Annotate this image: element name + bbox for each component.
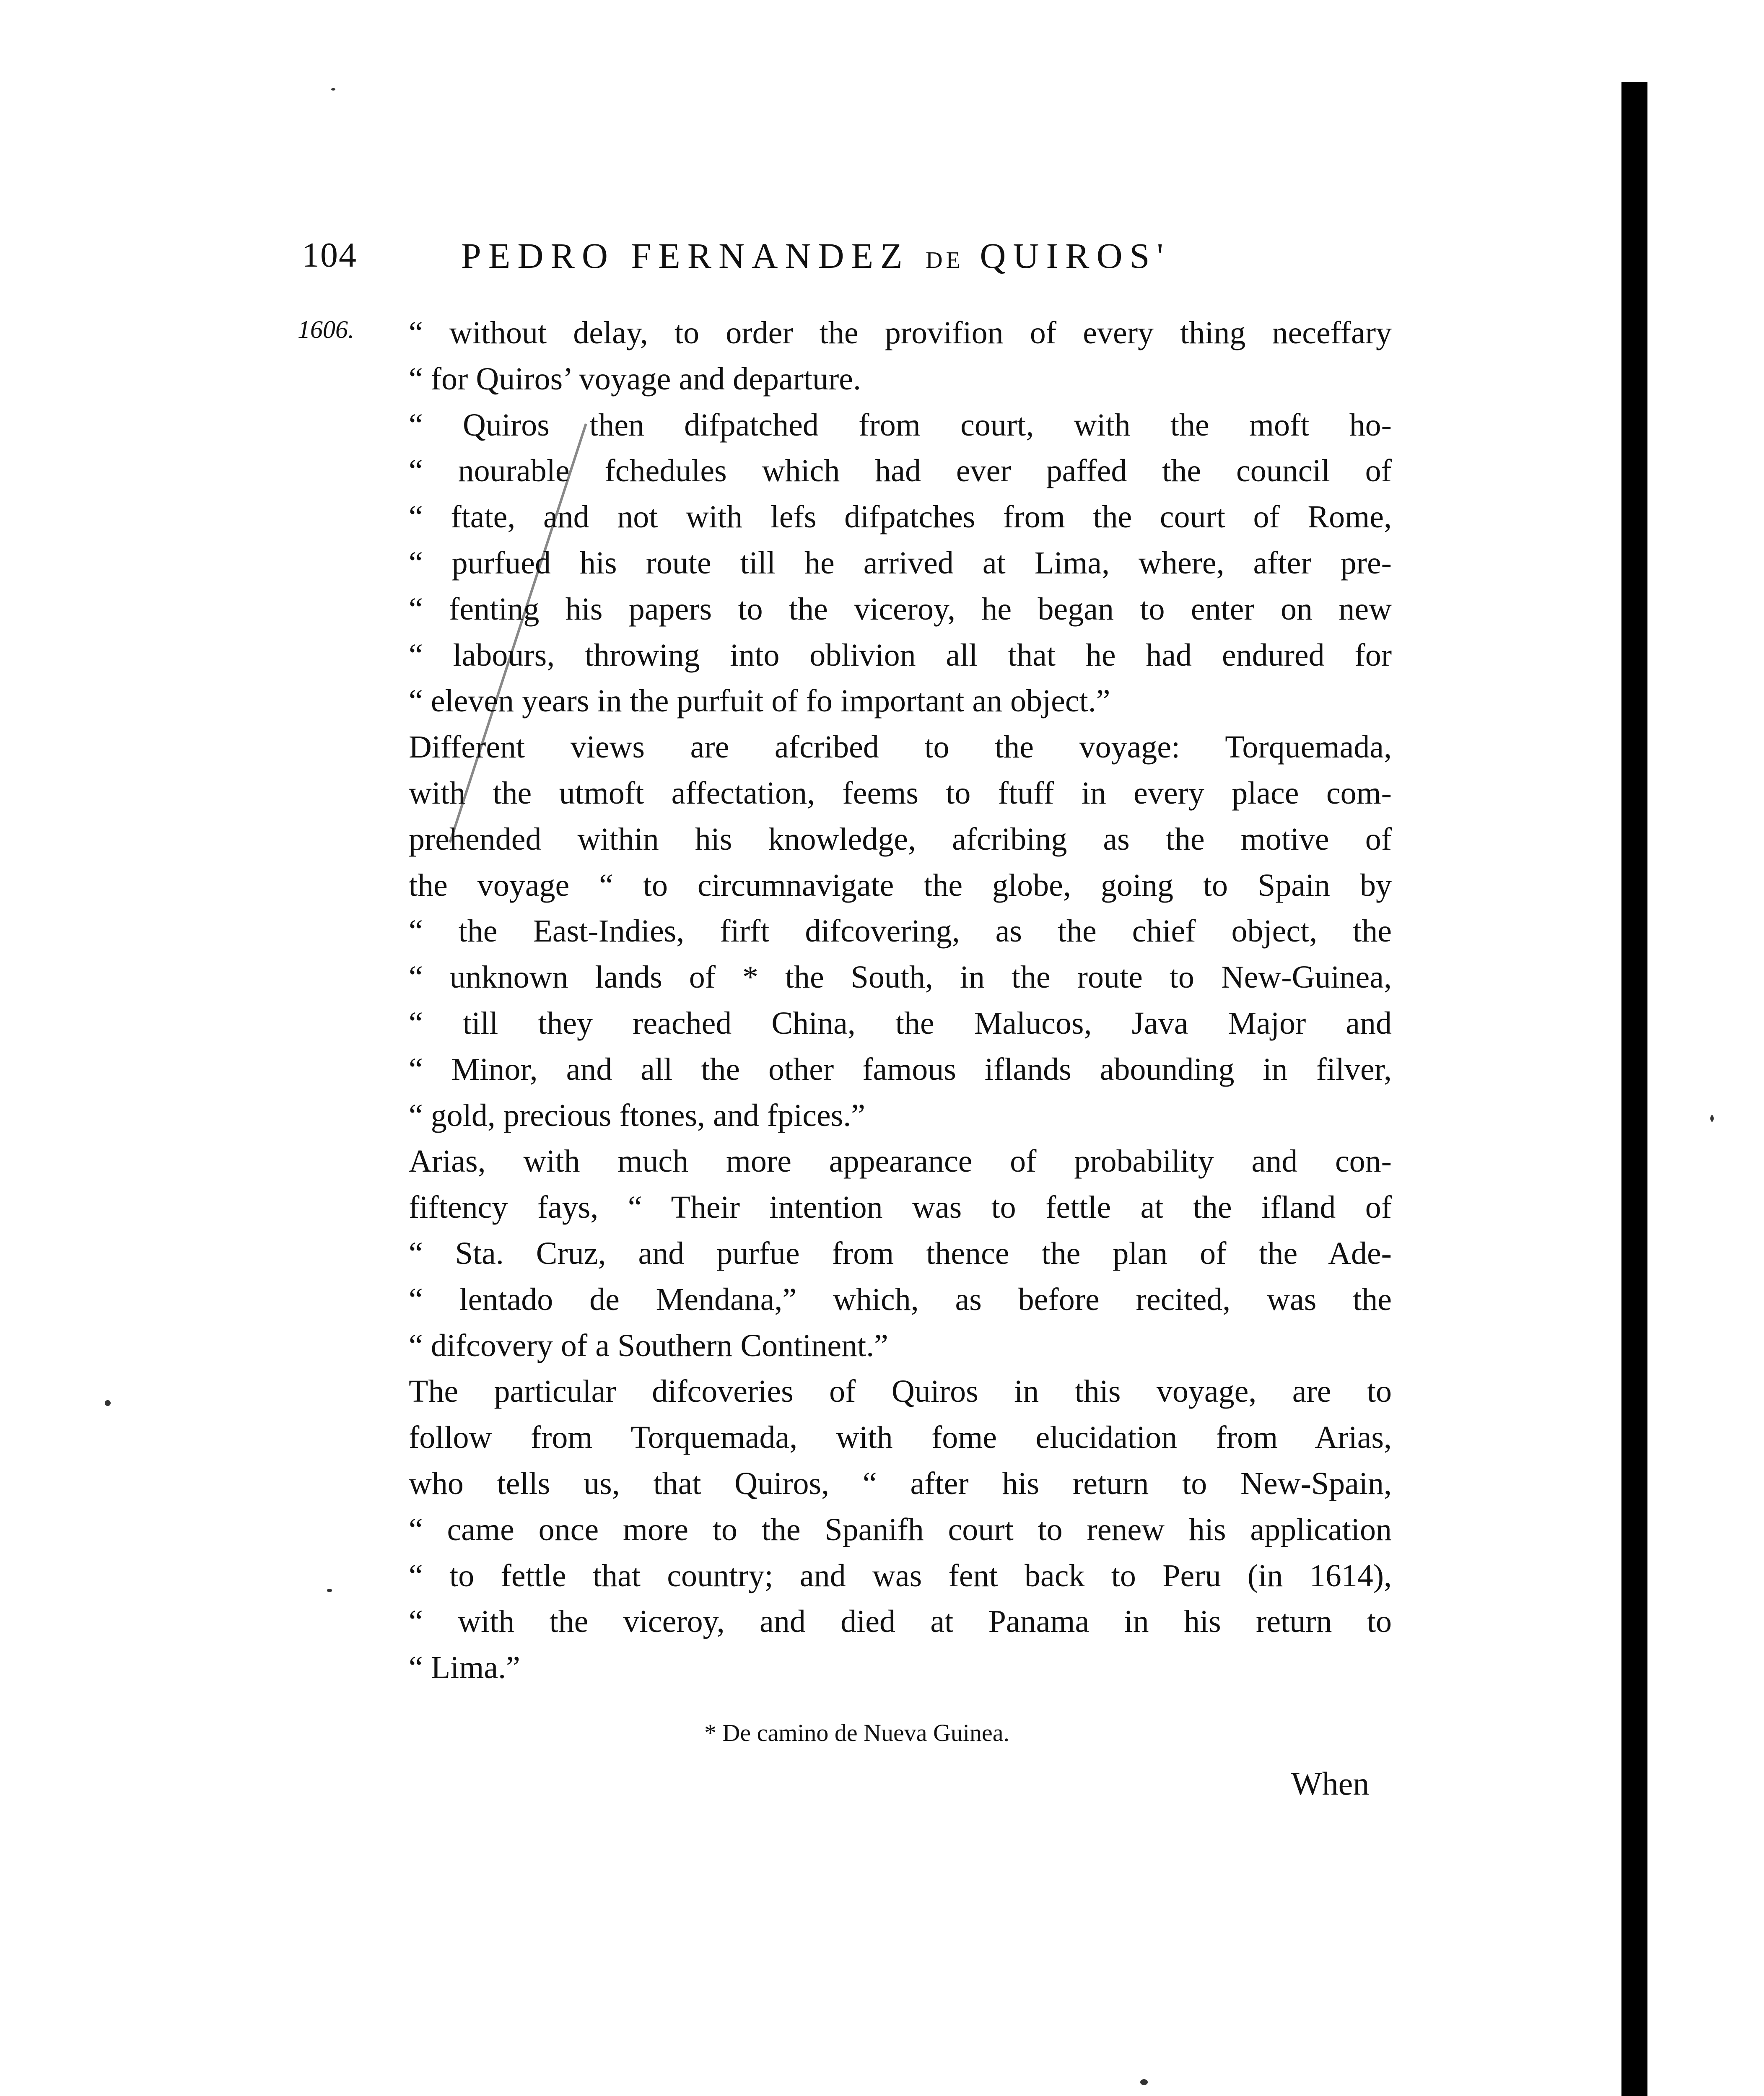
running-title xyxy=(461,235,1170,277)
ink-speck xyxy=(1710,1115,1714,1122)
text-line: “ difcovery of a Southern Continent.” xyxy=(409,1328,888,1363)
text-line: “ Sta. Cruz, and purfue from thence the plan of the Ade- xyxy=(409,1235,1392,1271)
text-line: “ gold, precious ftones, and fpices.” xyxy=(409,1097,865,1133)
text-line: “ eleven years in the purfuit of fo important an object.” xyxy=(409,683,1110,719)
margin-year: 1606. xyxy=(298,316,354,343)
text-line: “ purfued his route till he arrived at Lima, where, after pre- xyxy=(409,545,1392,581)
text-line: “ fenting his papers to the viceroy, he began to enter on new xyxy=(409,591,1392,627)
text-line: “ Quiros then difpatched from court, with the moft ho- xyxy=(409,407,1392,443)
text-line: who tells us, that Quiros, “ after his return to New-Spain, xyxy=(409,1466,1392,1501)
text-line: “ Lima.” xyxy=(409,1650,520,1686)
text-line: “ till they reached China, the Malucos, Java Major and xyxy=(409,1005,1392,1041)
text-line: The particular difcoveries of Quiros in this voyage, are to xyxy=(409,1374,1392,1409)
text-line: “ ftate, and not with lefs difpatches from the court of Rome, xyxy=(409,499,1392,535)
page-header xyxy=(302,235,1400,285)
running-title-particle: DE xyxy=(926,247,964,273)
text-line: “ unknown lands of * the South, in the route to New-Guinea, xyxy=(409,960,1392,995)
text-line: “ nourable fchedules which had ever paffed the council of xyxy=(409,453,1392,489)
running-title-name: PEDRO FERNANDEZ xyxy=(461,236,910,276)
body-text xyxy=(409,310,1392,1691)
text-line: “ Minor, and all the other famous iflands abounding in filver, xyxy=(409,1051,1392,1087)
running-title-surname: QUIROS' xyxy=(980,236,1170,276)
text-line: “ for Quiros’ voyage and departure. xyxy=(409,361,861,397)
text-line: “ lentado de Mendana,” which, as before recited, was the xyxy=(409,1281,1392,1317)
ink-speck xyxy=(327,1589,332,1592)
text-line: “ the East-Indies, firft difcovering, as the chief object, the xyxy=(409,913,1392,949)
text-line: “ with the viceroy, and died at Panama in his return to xyxy=(409,1604,1392,1639)
text-line: Arias, with much more appearance of probability and con- xyxy=(409,1144,1392,1179)
ink-speck xyxy=(1140,2079,1148,2085)
footnote: * De camino de Nueva Guinea. xyxy=(704,1719,1009,1746)
text-line: with the utmoft affectation, feems to ftuff in every place com- xyxy=(409,775,1392,811)
catchword: When xyxy=(1291,1765,1370,1802)
text-line: prehended within his knowledge, afcribing as the motive of xyxy=(409,821,1392,857)
ink-speck xyxy=(105,1400,111,1406)
text-line: “ to fettle that country; and was fent back to Peru (in 1614), xyxy=(409,1558,1392,1593)
text-line: “ labours, throwing into oblivion all that he had endured for xyxy=(409,637,1392,673)
text-line: follow from Torquemada, with fome elucidation from Arias, xyxy=(409,1420,1392,1455)
text-line: Different views are afcribed to the voyage: Torquemada, xyxy=(409,729,1392,765)
text-line: fiftency fays, “ Their intention was to fettle at the ifland of xyxy=(409,1190,1392,1225)
text-line: “ without delay, to order the provifion of every thing neceffary xyxy=(409,315,1392,350)
text-line: “ came once more to the Spanifh court to renew his application xyxy=(409,1512,1392,1547)
text-line: the voyage “ to circumnavigate the globe, going to Spain by xyxy=(409,867,1392,903)
page-number: 104 xyxy=(302,236,357,275)
ink-speck xyxy=(331,88,335,91)
page-edge-shadow xyxy=(1621,82,1647,2096)
